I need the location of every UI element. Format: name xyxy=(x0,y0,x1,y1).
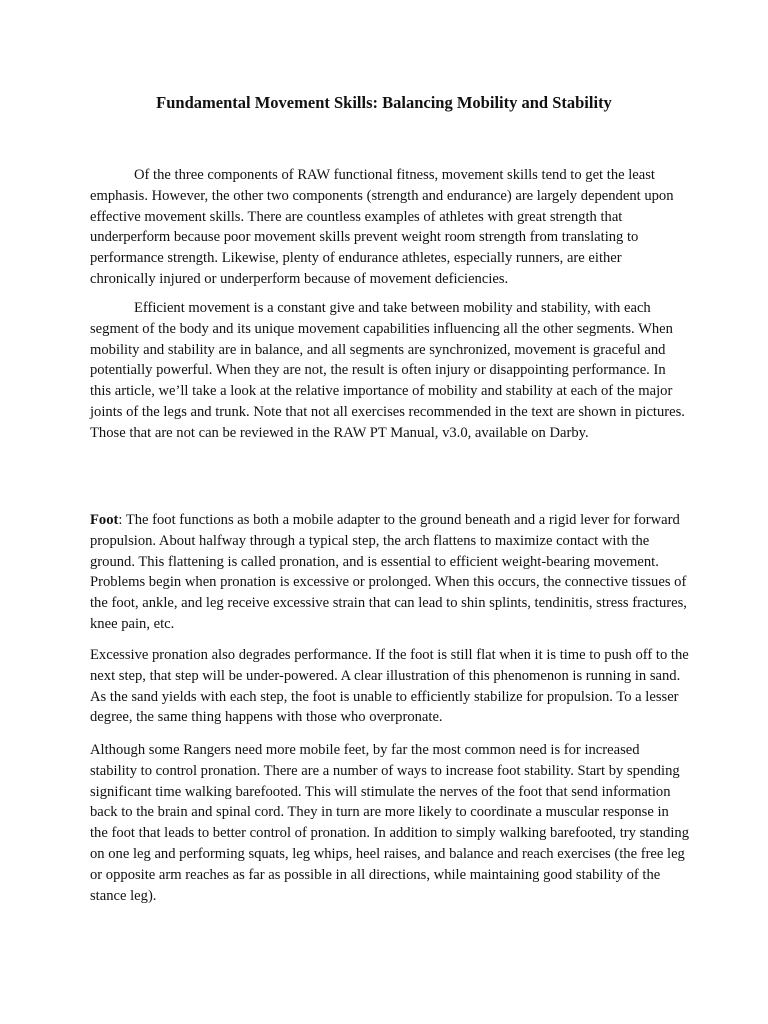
paragraph-foot-body: : The foot functions as both a mobile adapter to the ground beneath and a rigid lever for forward propulsion. About halfway through a typical step, the arch flattens to maximize contact with the ground. This flattening is called pronation, and is essential to efficient weight-bearing movement. Problems begin when pronation is excessive or prolonged. When this occurs, the connective tissues of the foot, ankle, and leg receive excessive strain that can lead to shin splints, tendinitis, stress fractures, knee pain, etc. xyxy=(90,512,687,632)
paragraph-intro: Of the three components of RAW functional fitness, movement skills tend to get the least emphasis. However, the other two components (strength and endurance) are largely dependent upon effective movement skills. There are countless examples of athletes with great strength that underperform because poor movement skills prevent weight room strength from translating to performance strength. Likewise, plenty of endurance athletes, especially runners, are either chronically injured or underperform because of movement deficiencies. xyxy=(90,167,674,287)
paragraph-foot xyxy=(90,510,690,635)
paragraph-foot-lead: Foot xyxy=(90,512,119,528)
paragraph-foot-stability: Although some Rangers need more mobile feet, by far the most common need is for increased stability to control pronation. There are a number of ways to increase foot stability. Start by spending significant time walking barefooted. This will stimulate the nerves of the foot that send information back to the brain and spinal cord. They in turn are more likely to coordinate a muscular response in the foot that leads to better control of pronation. In addition to simply walking barefooted, try standing on one leg and performing squats, leg whips, heel raises, and balance and reach exercises (the free leg or opposite arm reaches as far as possible in all directions, while maintaining good stability of the stance leg). xyxy=(90,742,690,904)
paragraph-excessive-pronation: Excessive pronation also degrades performance. If the foot is still flat when it is time to push off to the next step, that step will be under-powered. A clear illustration of this phenomenon is running in sand. As the sand yields with each step, the foot is unable to efficiently stabilize for propulsion. To a lesser degree, the same thing happens with those who overpronate. xyxy=(90,647,689,726)
document-title: Fundamental Movement Skills: Balancing Mobility and Stability xyxy=(156,93,612,112)
paragraph-efficient-movement: Efficient movement is a constant give and take between mobility and stability, with each segment of the body and its unique movement capabilities influencing all the other segments. When mobility and stability are in balance, and all segments are synchronized, movement is graceful and potentially powerful. When they are not, the result is often injury or disappointing performance. In this article, we’ll take a look at the relative importance of mobility and stability at each of the major joints of the legs and trunk. Note that not all exercises recommended in the text are shown in pictures. Those that are not can be reviewed in the RAW PT Manual, v3.0, available on Darby. xyxy=(90,300,685,441)
